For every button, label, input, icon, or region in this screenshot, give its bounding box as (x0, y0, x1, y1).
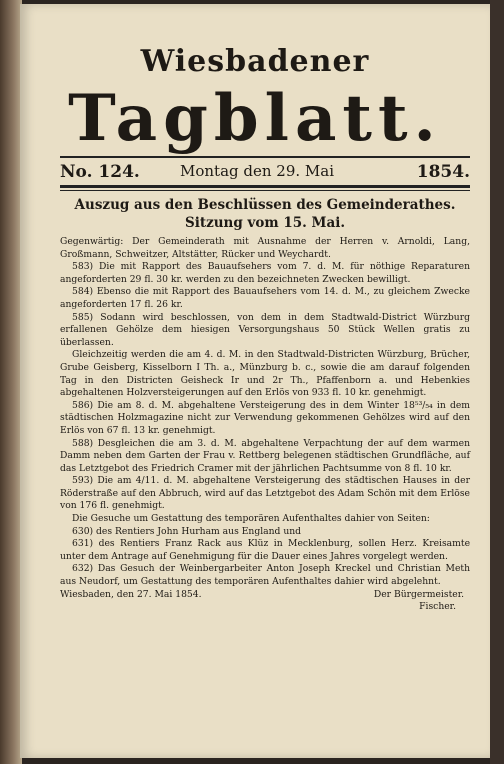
signature-title: Der Bürgermeister. (373, 588, 464, 600)
book-spine (0, 0, 22, 764)
paragraph-583: 583) Die mit Rapport des Bauaufsehers vom 7. d. M. für nöthige Reparaturen angeforderten 29 fl. 30 kr. werden zu den bezeichneten Zwecken bewilligt. (60, 261, 470, 285)
signature-name: Fischer. (419, 601, 456, 613)
paragraph-gleichzeitig: Gleichzeitig werden die am 4. d. M. in den Stadtwald-Districten Würzburg, Brücher, Grube Geisberg, Kisselborn I Th. a., Münzburg b. c., sowie die am darauf folgenden Tag in den Districten Geisheck Ir und 2r Th., Pfaffenborn a. und Hebenkies abgehaltenen Holzversteigerungen auf den Erlös von 933 fl. 10 kr. genehmigt. (60, 349, 470, 399)
masthead-title: Tagblatt. (68, 81, 442, 156)
divider-thin (60, 190, 470, 191)
paragraph-584: 584) Ebenso die mit Rapport des Bauaufsehers vom 14. d. M., zu gleichem Zwecke angeforderten 17 fl. 26 kr. (60, 286, 470, 310)
paragraph-632: 632) Das Gesuch der Weinbergarbeiter Anton Joseph Kreckel und Christian Meth aus Neudorf, um Gestattung des temporären Aufenthaltes dahier wird abgelehnt. (60, 563, 470, 588)
signature-name-line (60, 601, 470, 614)
place-date: Wiesbaden, den 27. Mai 1854. (60, 588, 202, 600)
issue-year: 1854. (416, 162, 470, 182)
paragraph-attendance: Gegenwärtig: Der Gemeinderath mit Ausnahme der Herren v. Arnoldi, Lang, Großmann, Schweitzer, Altstätter, Rücker und Weychardt. (60, 236, 470, 260)
divider (60, 156, 470, 158)
paragraph-588: 588) Desgleichen die am 3. d. M. abgehaltene Verpachtung der auf dem warmen Damm neben dem Garten der Frau v. Rettberg belegenen städtischen Grundfläche, auf das Letztgebot des Friedrich Cramer mit der jährlichen Pachtsumme von 8 fl. 10 kr. (60, 437, 470, 474)
paragraph-586: 586) Die am 8. d. M. abgehaltene Versteigerung des in dem Winter 18⁵³/₅₄ in dem städtischen Holzmagazine nicht zur Verwendung gekommenen Gehölzes wird auf den Erlös von 67 fl. 13 kr. genehmigt. (60, 399, 470, 436)
article-headline (60, 196, 470, 232)
headline-line-2: Sitzung vom 15. Mai. (184, 215, 346, 231)
paragraph-630: 630) des Rentiers John Hurham aus England und (72, 525, 302, 537)
headline-line-1: Auszug aus den Beschlüssen des Gemeinderathes. (74, 197, 456, 213)
paragraph-593: 593) Die am 4/11. d. M. abgehaltene Versteigerung des städtischen Hauses in der Röderstraße auf den Abbruch, wird auf das Letztgebot des Adam Schön mit dem Erlöse von 176 fl. genehmigt. (60, 475, 470, 512)
masthead-subtitle: Wiesbadener (140, 44, 370, 79)
divider-thick (60, 185, 470, 188)
issue-date: Montag den 29. Mai (180, 162, 335, 180)
article-body (60, 236, 470, 614)
paragraph-585: 585) Sodann wird beschlossen, von dem in dem Stadtwald-District Würzburg erfallenen Gehölze dem hiesigen Versorgungshaus 50 Stück Wellen gratis zu überlassen. (60, 311, 470, 348)
signature-line (60, 589, 470, 602)
dateline (60, 162, 470, 184)
page-edge (490, 0, 504, 764)
paragraph-631: 631) des Rentiers Franz Rack aus Klüz in Mecklenburg, sollen Herz. Kreisamte unter dem Antrage auf Genehmigung für die Dauer eines Jahres vorgelegt werden. (60, 538, 470, 562)
newspaper-page (20, 4, 490, 758)
paragraph-gesuche: Die Gesuche um Gestattung des temporären Aufenthaltes dahier von Seiten: (72, 513, 430, 525)
issue-number: No. 124. (60, 162, 140, 182)
